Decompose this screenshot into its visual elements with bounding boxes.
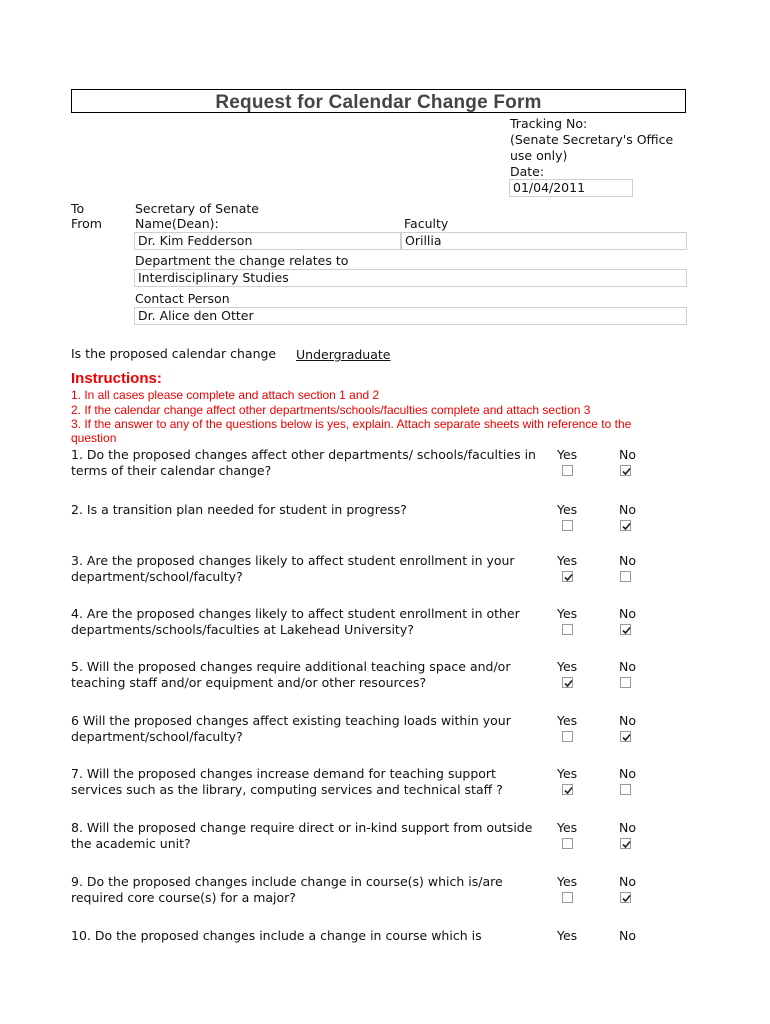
question-line-2: required core course(s) for a major? (71, 890, 296, 905)
to-label: To (71, 201, 85, 216)
yes-label: Yes (557, 713, 578, 728)
yes-checkbox[interactable] (562, 677, 573, 688)
department-label: Department the change relates to (135, 253, 349, 268)
contact-label: Contact Person (135, 291, 230, 306)
no-checkbox[interactable] (620, 892, 631, 903)
checkmark-icon (621, 732, 632, 743)
no-checkbox[interactable] (620, 731, 631, 742)
question-text (71, 928, 549, 944)
instruction-line-3-cont: question (71, 431, 117, 445)
instructions-title: Instructions: (71, 370, 162, 387)
yes-label: Yes (557, 766, 578, 781)
no-label: No (619, 606, 636, 621)
checkmark-icon (563, 785, 574, 796)
checkmark-icon (621, 839, 632, 850)
yes-label: Yes (557, 820, 578, 835)
question-line-2: terms of their calendar change? (71, 463, 272, 478)
question-line-1: 7. Will the proposed changes increase demand for teaching support (71, 766, 496, 781)
question-line-1: 3. Are the proposed changes likely to affect student enrollment in your (71, 553, 515, 568)
question-text (71, 713, 549, 745)
faculty-field[interactable]: Orillia (401, 232, 687, 250)
no-label: No (619, 928, 636, 943)
question-text (71, 659, 549, 691)
no-label: No (619, 659, 636, 674)
checkmark-icon (563, 572, 574, 583)
yes-label: Yes (557, 502, 578, 517)
instruction-line-3: 3. If the answer to any of the questions below is yes, explain. Attach separate sheets with reference to the (71, 417, 632, 431)
question-line-1: 9. Do the proposed changes include change in course(s) which is/are (71, 874, 503, 889)
question-text (71, 502, 549, 518)
yes-checkbox[interactable] (562, 520, 573, 531)
no-label: No (619, 713, 636, 728)
question-line-2: services such as the library, computing services and technical staff ? (71, 782, 503, 797)
name-dean-field[interactable]: Dr. Kim Fedderson (134, 232, 401, 250)
tracking-label: Tracking No: (510, 116, 588, 131)
yes-checkbox[interactable] (562, 731, 573, 742)
question-line-2: departments/schools/faculties at Lakehead University? (71, 622, 414, 637)
no-label: No (619, 874, 636, 889)
checkmark-icon (563, 678, 574, 689)
question-text (71, 874, 549, 906)
question-text (71, 820, 549, 852)
yes-checkbox[interactable] (562, 784, 573, 795)
department-field[interactable]: Interdisciplinary Studies (134, 269, 687, 287)
question-text (71, 447, 549, 479)
yes-checkbox[interactable] (562, 838, 573, 849)
question-line-1: 8. Will the proposed change require direct or in-kind support from outside (71, 820, 533, 835)
yes-label: Yes (557, 606, 578, 621)
checkmark-icon (621, 466, 632, 477)
no-label: No (619, 820, 636, 835)
yes-checkbox[interactable] (562, 465, 573, 476)
checkmark-icon (621, 521, 632, 532)
name-dean-label: Name(Dean): (135, 216, 219, 231)
yes-label: Yes (557, 659, 578, 674)
tracking-note-1: (Senate Secretary's Office (510, 132, 674, 147)
no-label: No (619, 502, 636, 517)
question-line-1: 1. Do the proposed changes affect other departments/ schools/faculties in (71, 447, 536, 462)
no-label: No (619, 766, 636, 781)
no-label: No (619, 553, 636, 568)
question-line-1: 10. Do the proposed changes include a change in course which is (71, 928, 482, 943)
question-text (71, 553, 549, 585)
no-checkbox[interactable] (620, 624, 631, 635)
yes-checkbox[interactable] (562, 571, 573, 582)
no-checkbox[interactable] (620, 571, 631, 582)
change-type-value[interactable]: Undergraduate (296, 347, 391, 362)
no-checkbox[interactable] (620, 520, 631, 531)
date-label: Date: (510, 164, 545, 179)
yes-checkbox[interactable] (562, 624, 573, 635)
checkmark-icon (621, 893, 632, 904)
yes-label: Yes (557, 553, 578, 568)
tracking-note-2: use only) (510, 148, 568, 163)
no-checkbox[interactable] (620, 465, 631, 476)
instruction-line-2: 2. If the calendar change affect other departments/schools/faculties complete and attach section 3 (71, 403, 591, 417)
question-text (71, 766, 549, 798)
change-type-label: Is the proposed calendar change (71, 346, 277, 361)
to-value: Secretary of Senate (135, 201, 259, 216)
question-line-2: teaching staff and/or equipment and/or other resources? (71, 675, 427, 690)
yes-label: Yes (557, 874, 578, 889)
contact-field[interactable]: Dr. Alice den Otter (134, 307, 687, 325)
faculty-label: Faculty (404, 216, 449, 231)
question-line-1: 4. Are the proposed changes likely to affect student enrollment in other (71, 606, 520, 621)
no-checkbox[interactable] (620, 677, 631, 688)
question-line-2: the academic unit? (71, 836, 191, 851)
date-field[interactable]: 01/04/2011 (509, 179, 633, 197)
yes-label: Yes (557, 447, 578, 462)
instruction-line-1: 1. In all cases please complete and attach section 1 and 2 (71, 388, 380, 402)
yes-checkbox[interactable] (562, 892, 573, 903)
checkmark-icon (621, 625, 632, 636)
no-checkbox[interactable] (620, 838, 631, 849)
question-line-1: 5. Will the proposed changes require additional teaching space and/or (71, 659, 511, 674)
question-line-2: department/school/faculty? (71, 729, 243, 744)
question-line-1: 2. Is a transition plan needed for student in progress? (71, 502, 407, 517)
question-line-1: 6 Will the proposed changes affect existing teaching loads within your (71, 713, 511, 728)
yes-label: Yes (557, 928, 578, 943)
form-title: Request for Calendar Change Form (71, 89, 686, 113)
no-label: No (619, 447, 636, 462)
question-text (71, 606, 549, 638)
from-label: From (71, 216, 102, 231)
no-checkbox[interactable] (620, 784, 631, 795)
question-line-2: department/school/faculty? (71, 569, 243, 584)
